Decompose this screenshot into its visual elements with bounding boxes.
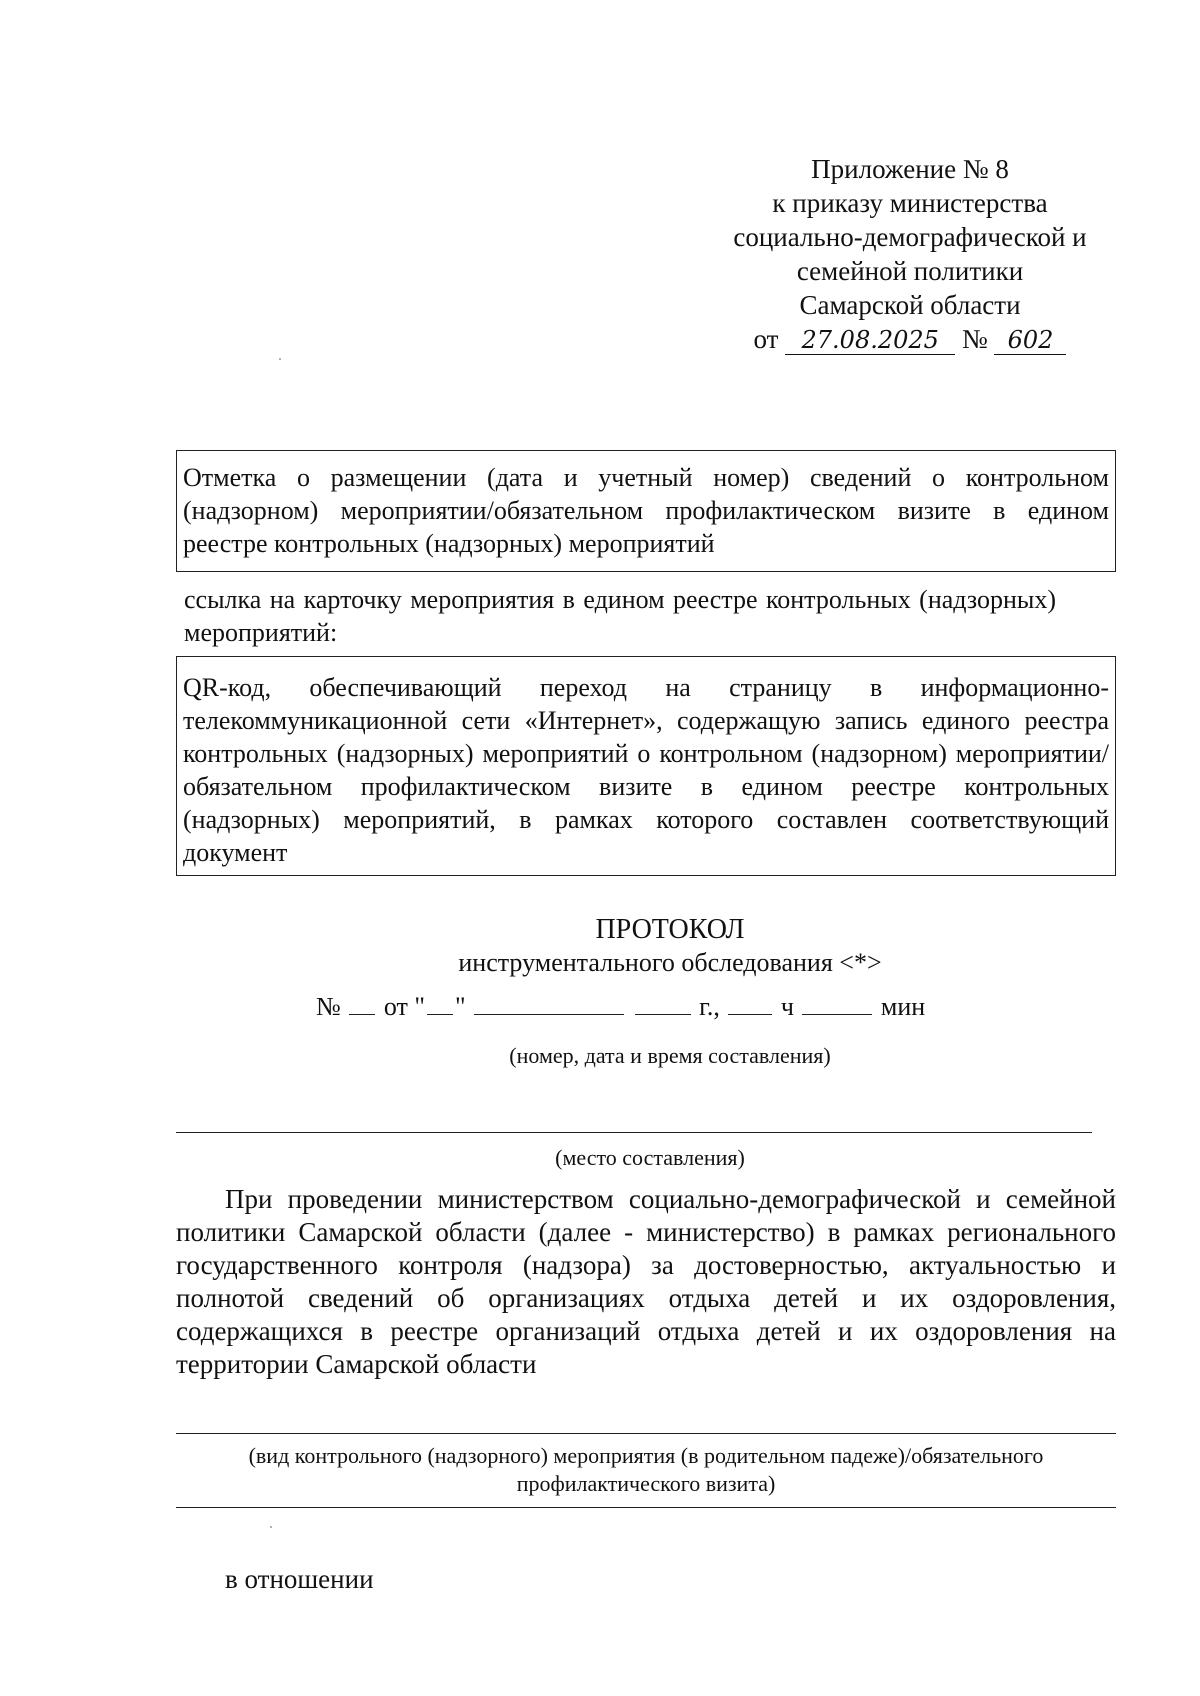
date-from-label: от xyxy=(383,992,408,1021)
registry-mark-text: Отметка о размещении (дата и учетный номер) сведений о контрольном (надзорном) мероприятии/обязательном профилактическом визите в едином реестре контрольных (надзорных) мероприятий xyxy=(183,463,1109,558)
place-caption: (место составления) xyxy=(555,1145,745,1170)
protocol-number-blank xyxy=(349,992,375,1015)
registry-mark-box xyxy=(176,450,1116,572)
number-sign: № xyxy=(961,324,988,354)
hours-label: ч xyxy=(780,992,794,1021)
ministry-name-2: семейной политики xyxy=(796,256,1024,286)
quote-close: " xyxy=(454,992,466,1021)
hours-blank xyxy=(728,992,772,1015)
number-label: № xyxy=(316,992,341,1021)
month-blank xyxy=(474,992,624,1015)
year-blank xyxy=(635,992,691,1015)
order-date-line xyxy=(700,322,1120,356)
day-blank xyxy=(427,992,453,1015)
kind-caption-line1: (вид контрольного (надзорного) мероприятия (в родительном падеже)/обязательного xyxy=(248,1443,1044,1468)
minutes-label: мин xyxy=(880,992,926,1021)
ministry-name-1: социально-демографической и xyxy=(733,222,1087,252)
protocol-number-line xyxy=(316,990,925,1024)
scan-speck xyxy=(279,358,281,360)
qr-code-text: QR-код, обеспечивающий переход на страницу в информационно-телекоммуникационной сети «Интернет», содержащую запись единого реестра контрольных (надзорных) мероприятий о контрольном (надзорном) мероприятии/обязательном профилактическом визите в едином реестре контрольных (надзорных) мероприятий, в рамках которого составлен соответствующий документ xyxy=(183,673,1109,867)
regarding-label: в отношении xyxy=(225,1564,374,1594)
kind-caption-line2: профилактического визита) xyxy=(516,1471,776,1496)
place-line xyxy=(176,1132,1092,1133)
kind-line-top xyxy=(176,1433,1116,1434)
order-reference: к приказу министерства xyxy=(772,188,1048,218)
protocol-subtitle: инструментального обследования <*> xyxy=(458,948,882,977)
date-prefix: от xyxy=(753,324,779,354)
order-date-handwritten: 27.08.2025 xyxy=(785,326,955,355)
scan-speck xyxy=(270,1526,272,1528)
order-number-handwritten: 602 xyxy=(994,326,1066,355)
appendix-number: Приложение № 8 xyxy=(811,154,1009,184)
body-paragraph: При проведении министерством социально-демографической и семейной политики Самарской области (далее - министерство) в рамках регионального государственного контроля (надзора) за достоверностью, актуальностью и полнотой сведений об организациях отдыха детей и их оздоровления, содержащихся в реестре организаций отдыха детей и их оздоровления на территории Самарской области xyxy=(176,1184,1116,1379)
protocol-title: ПРОТОКОЛ xyxy=(595,914,745,945)
qr-code-box xyxy=(176,656,1116,876)
quote-open: " xyxy=(414,992,425,1021)
kind-caption xyxy=(176,1442,1116,1498)
kind-line-bottom xyxy=(176,1507,1116,1508)
registry-link-label: ссылка на карточку мероприятия в едином реестре контрольных (надзорных) мероприятий: xyxy=(184,585,1056,647)
minutes-blank xyxy=(802,992,872,1015)
appendix-header xyxy=(700,152,1120,356)
year-label: г., xyxy=(699,992,720,1021)
region-name: Самарской области xyxy=(799,290,1021,320)
number-date-caption: (номер, дата и время составления) xyxy=(509,1043,831,1068)
